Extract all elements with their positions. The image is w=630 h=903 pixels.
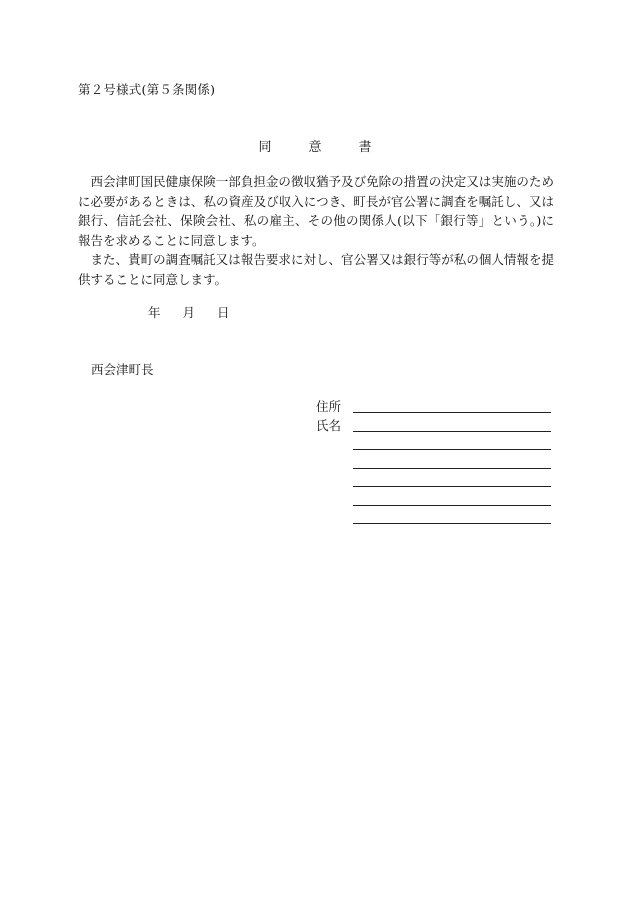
form-number: 第２号様式(第５条関係) — [78, 82, 216, 97]
extra-line-1[interactable] — [353, 449, 551, 450]
date-day: 日 — [217, 305, 230, 320]
address-line[interactable] — [353, 412, 551, 413]
consent-paragraph-2: また、貴町の調査嘱託又は報告要求に対し、官公署又は銀行等が私の個人情報を提供することに同意します。 — [78, 252, 554, 287]
name-label: 氏名 — [316, 418, 342, 433]
date-year: 年 — [148, 305, 161, 320]
name-line[interactable] — [353, 431, 551, 432]
consent-paragraph-1: 西会津町国民健康保険一部負担金の徴収猶予及び免除の措置の決定又は実施のために必要があるときは、私の資産及び収入につき、町長が官公署に調査を嘱託し、又は銀行、信託会社、保険会社、私の雇主、その他の関係人(以下「銀行等」という。)に報告を求めることに同意します。 — [78, 174, 554, 248]
date-line — [148, 303, 230, 321]
extra-line-2[interactable] — [353, 468, 551, 469]
consent-body — [78, 172, 554, 289]
addressee: 西会津町長 — [91, 362, 154, 377]
document-title: 同 意 書 — [258, 140, 384, 155]
date-month: 月 — [182, 305, 196, 320]
extra-line-4[interactable] — [353, 505, 551, 506]
extra-line-3[interactable] — [353, 486, 551, 487]
address-label: 住所 — [316, 399, 342, 414]
extra-line-5[interactable] — [353, 523, 551, 524]
